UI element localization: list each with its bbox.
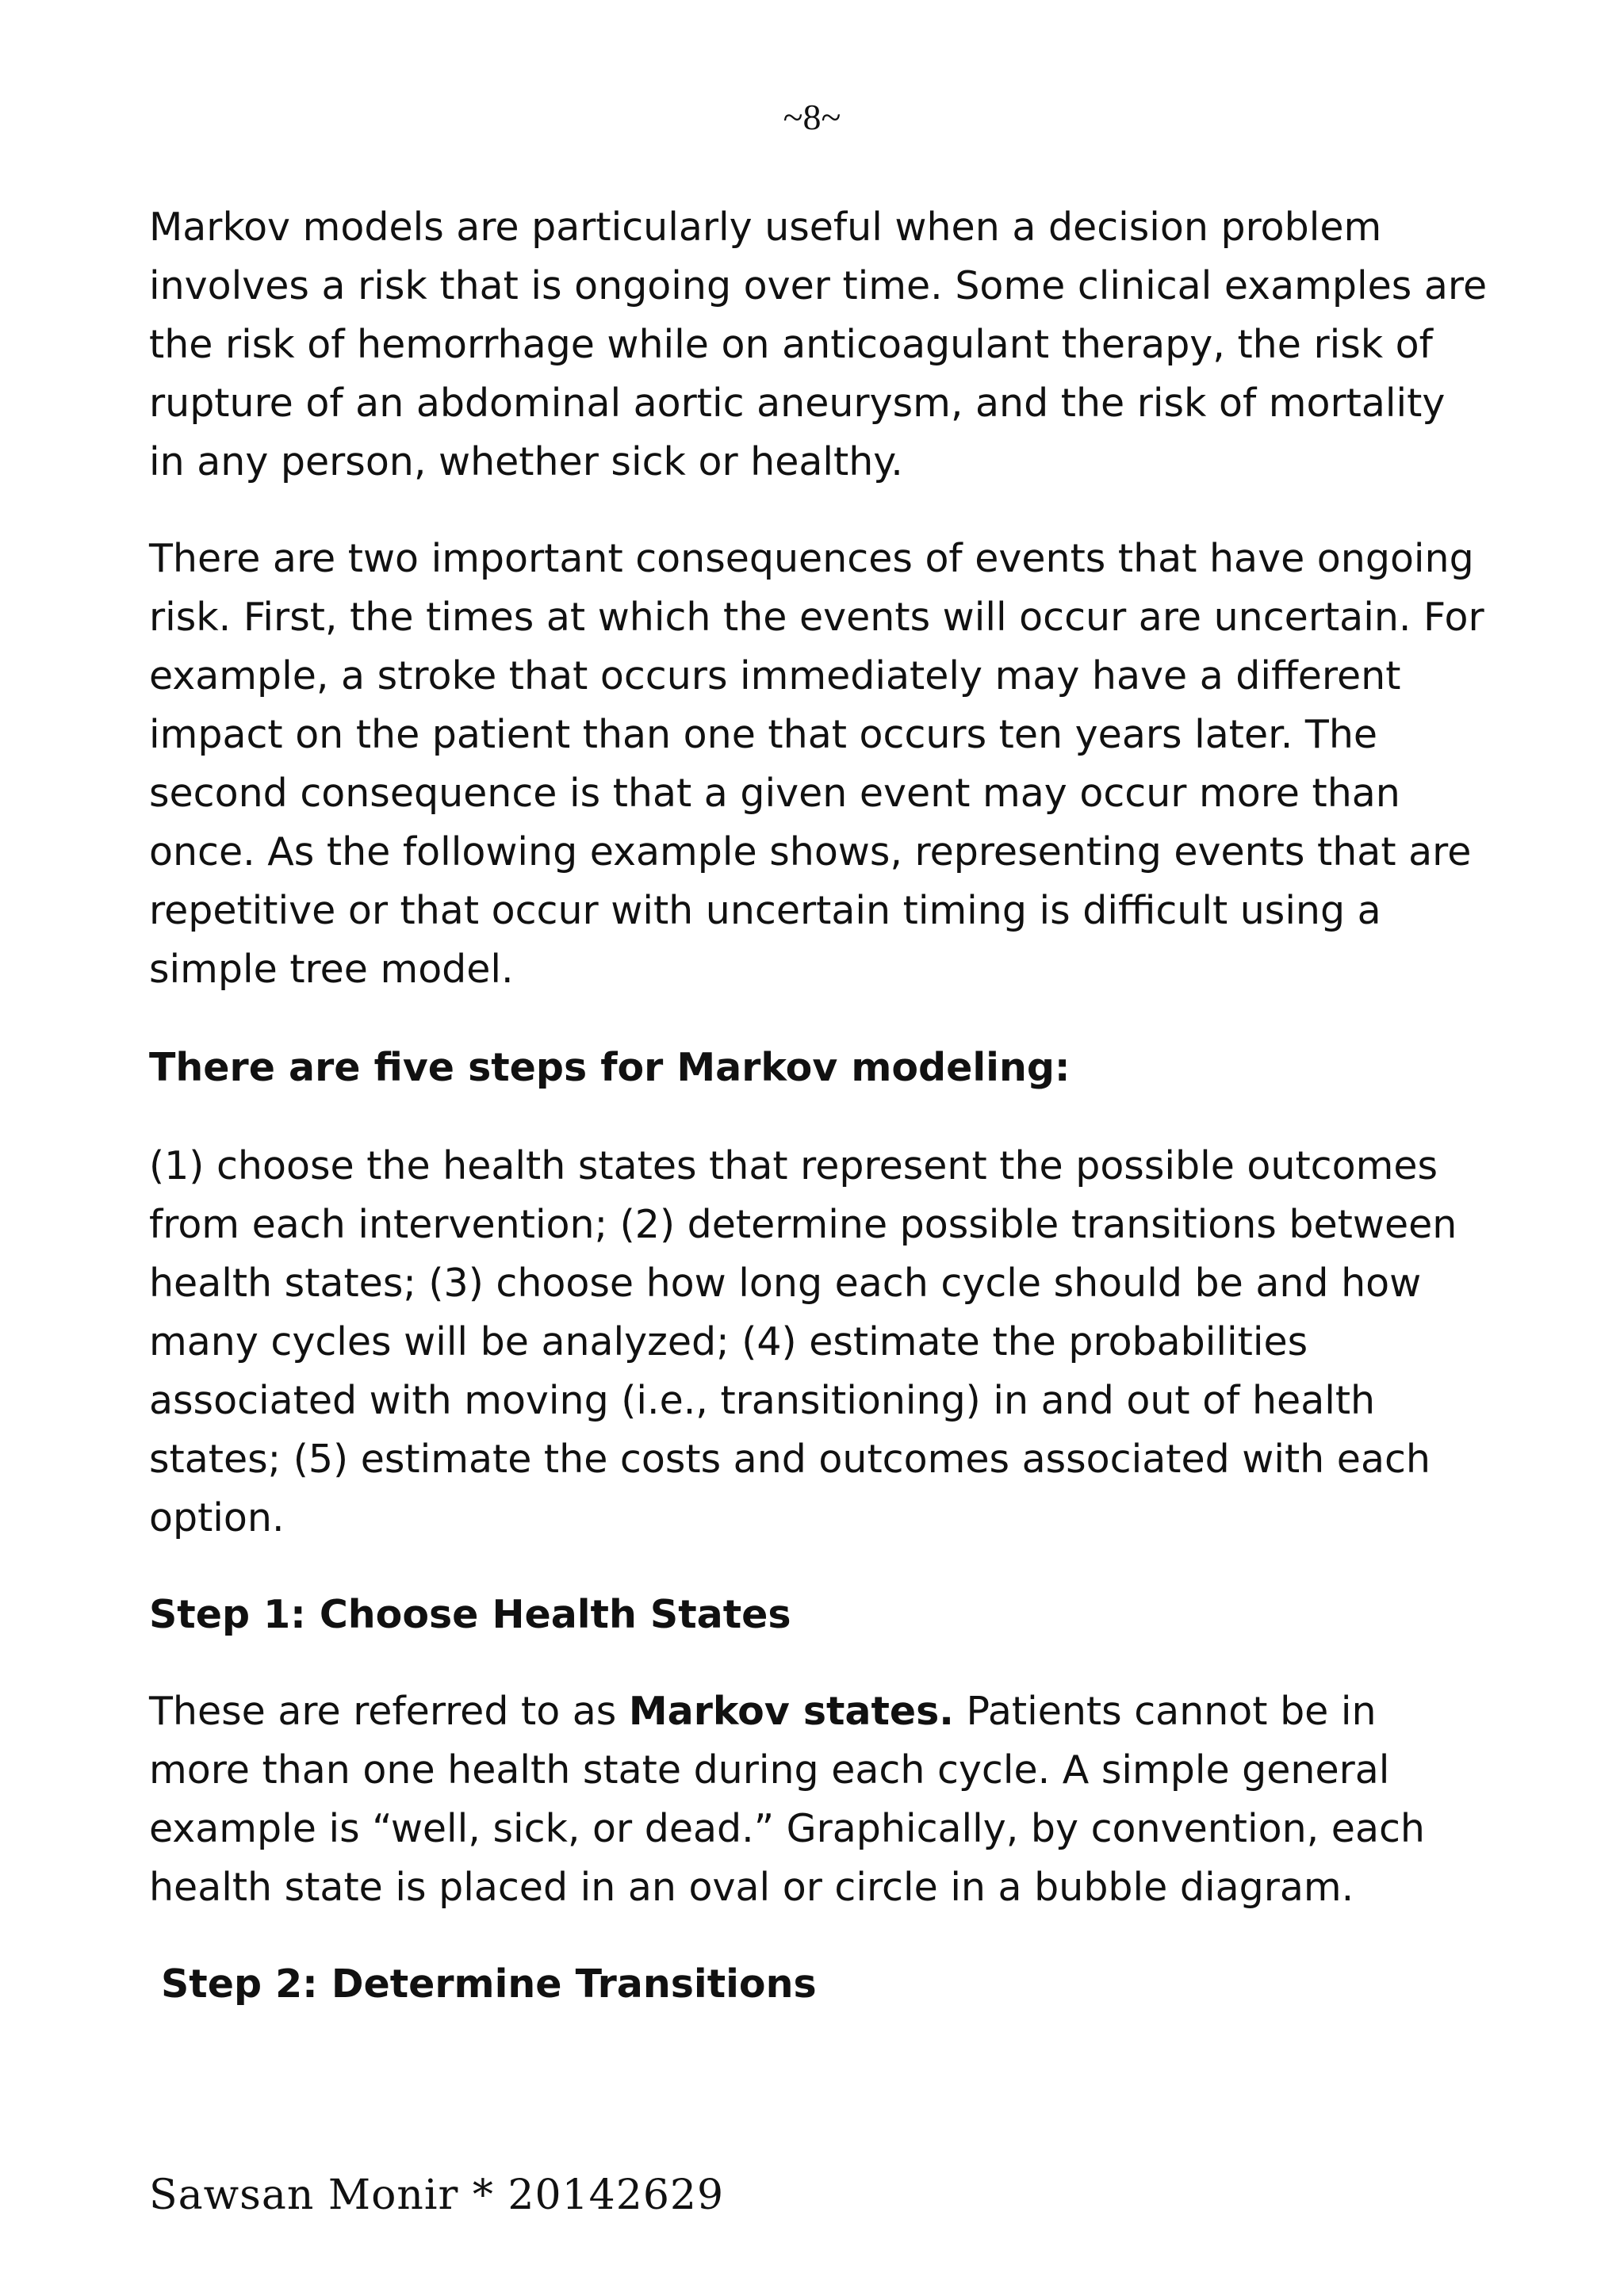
paragraph-markov-usefulness: Markov models are particularly useful when a decision problem involves a risk that is ongoing over time. Some clinical examples are the risk of hemorrhage while on anticoagulant therapy, the risk of rupture of an abdominal aortic aneurysm, and the risk of mortality in any person, whether sick or healthy. — [149, 205, 1488, 484]
markov-states-intro: These are referred to as — [149, 1689, 629, 1734]
paragraph-markov-states — [149, 1682, 1489, 1917]
heading-step-2: Step 2: Determine Transitions — [161, 1961, 817, 2007]
document-body — [149, 198, 1489, 2014]
footer-author: Sawsan Monir * 20142629 — [149, 2172, 725, 2219]
markov-states-description: Patients cannot be in more than one health state during each cycle. A simple general example is “well, sick, or dead.” Graphically, by convention, each health state is placed in an oval or circle in a bubble diagram. — [149, 1689, 1425, 1910]
paragraph-steps-list: (1) choose the health states that represent the possible outcomes from each intervention; (2) determine possible transitions between health states; (3) choose how long each cycle should be and how many cycles will be analyzed; (4) estimate the probabilities associated with moving (i.e., transitioning) in and out of health states; (5) estimate the costs and outcomes associated with each option. — [149, 1143, 1457, 1540]
page-number: ~8~ — [783, 97, 841, 137]
heading-five-steps: There are five steps for Markov modeling: — [149, 1045, 1071, 1090]
heading-step-1: Step 1: Choose Health States — [149, 1592, 791, 1637]
paragraph-ongoing-risk-consequences: There are two important consequences of events that have ongoing risk. First, the times at which the events will occur are uncertain. For example, a stroke that occurs immediately may have a different impact on the patient than one that occurs ten years later. The second consequence is that a given event may occur more than once. As the following example shows, representing events that are repetitive or that occur with uncertain timing is difficult using a simple tree model. — [149, 536, 1484, 992]
markov-states-term: Markov states. — [628, 1689, 954, 1734]
